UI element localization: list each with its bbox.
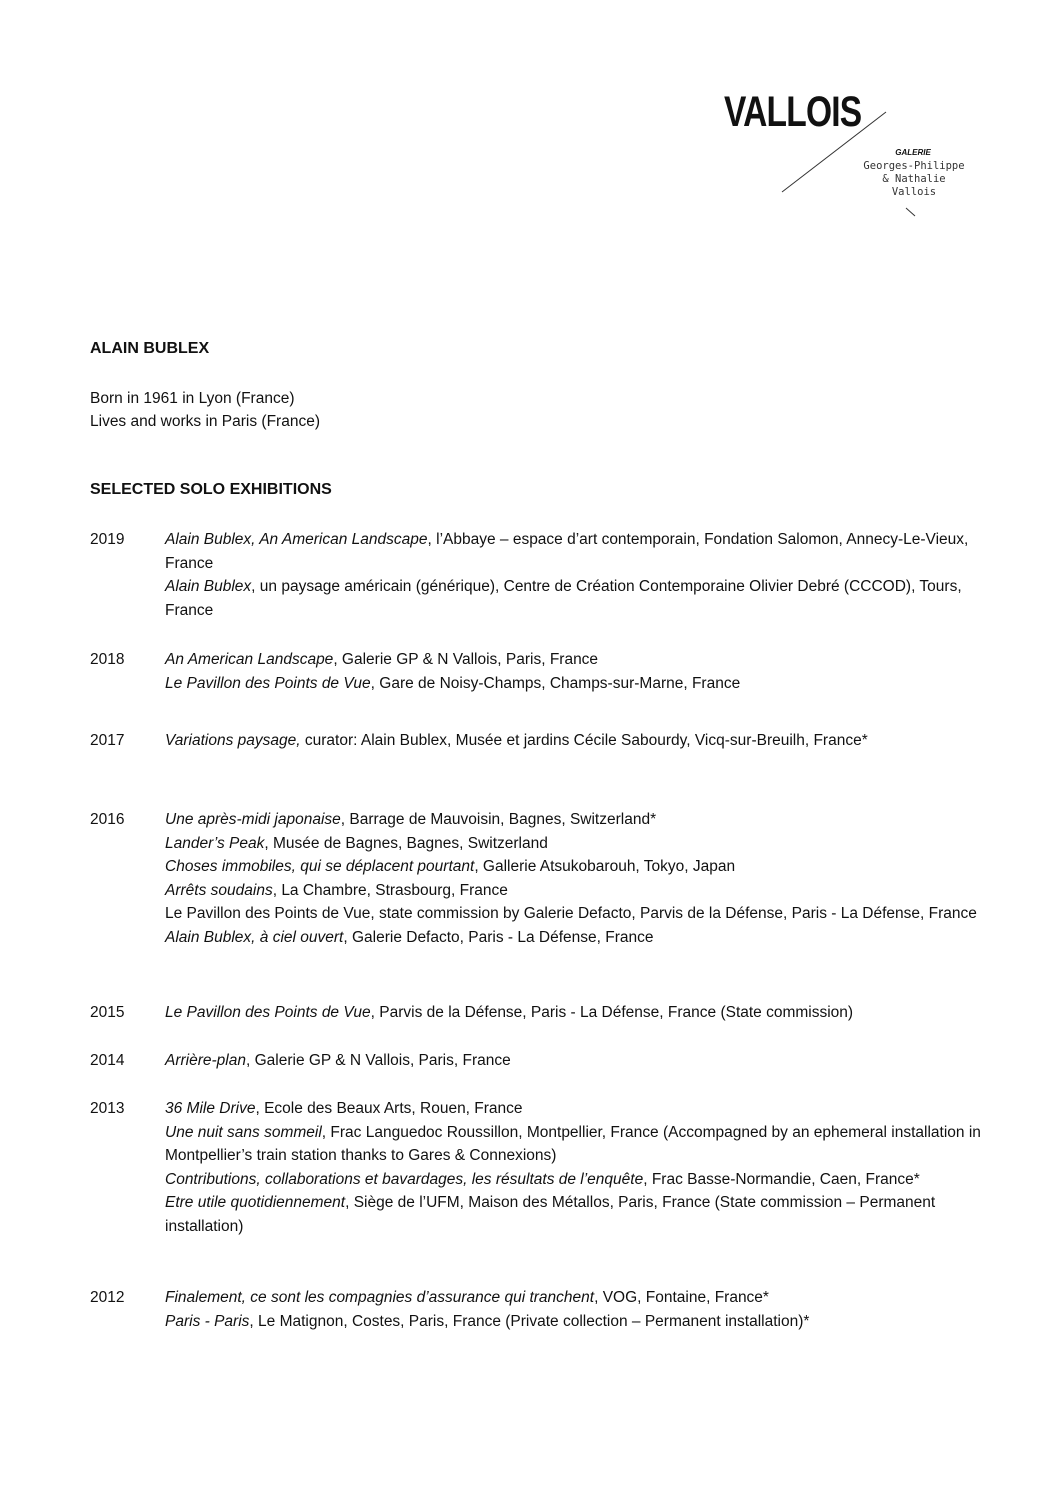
- year-label: 2018: [90, 651, 125, 668]
- exhibition-title: Alain Bublex, à ciel ouvert: [165, 928, 344, 946]
- logo-name-line-3: Vallois: [891, 186, 937, 198]
- bio-lives: Lives and works in Paris (France): [90, 413, 320, 430]
- exhibition-title: An American Landscape: [165, 651, 334, 668]
- exhibition-entry: [165, 902, 985, 926]
- year-entries: [165, 808, 985, 949]
- exhibition-entry: [165, 1310, 985, 1334]
- year-label: 2016: [90, 811, 125, 828]
- artist-bio: [90, 387, 320, 433]
- artist-name: ALAIN BUBLEX: [90, 340, 210, 357]
- exhibition-title: Une après-midi japonaise: [165, 811, 341, 828]
- exhibition-title: Contributions, collaborations et bavardages, les résultats de l’enquête: [165, 1170, 644, 1188]
- exhibition-title: Une nuit sans sommeil: [165, 1123, 322, 1141]
- exhibition-details: , l’Abbaye – espace d’art contemporain, Fondation Salomon, Annecy-Le-Vieux, France: [165, 531, 969, 572]
- exhibition-entry: [165, 855, 985, 879]
- year-label: 2013: [90, 1100, 125, 1117]
- exhibition-title: 36 Mile Drive: [165, 1100, 256, 1117]
- exhibition-entry: [165, 648, 985, 672]
- exhibition-details: , Ecole des Beaux Arts, Rouen, France: [255, 1100, 523, 1117]
- exhibition-details: , un paysage américain (générique), Centre de Création Contemporaine Olivier Debré (CCCOD), Tours, France: [165, 578, 962, 619]
- exhibition-entry: [165, 528, 985, 575]
- exhibition-title: Arrière-plan: [165, 1052, 246, 1069]
- exhibition-entry: [165, 832, 985, 856]
- exhibition-details: , Galerie GP & N Vallois, Paris, France: [333, 651, 599, 668]
- exhibition-details: , Galerie Defacto, Paris - La Défense, France: [343, 928, 654, 946]
- year-entries: [165, 1001, 985, 1025]
- logo-name-line-1: Georges-Philippe: [863, 160, 965, 172]
- exhibition-entry: [165, 1286, 985, 1310]
- exhibition-details: , La Chambre, Strasbourg, France: [272, 881, 508, 899]
- year-label: 2015: [90, 1004, 125, 1021]
- exhibition-details: , Barrage de Mauvoisin, Bagnes, Switzerland*: [340, 811, 657, 828]
- exhibition-details: , Musée de Bagnes, Bagnes, Switzerland: [264, 834, 548, 852]
- exhibition-entry: [165, 1049, 985, 1073]
- exhibition-entry: [165, 879, 985, 903]
- exhibition-entry: [165, 1121, 985, 1168]
- section-title: SELECTED SOLO EXHIBITIONS: [90, 481, 332, 498]
- year-entries: [165, 729, 985, 753]
- exhibition-title: Le Pavillon des Points de Vue: [165, 674, 371, 692]
- year-label: 2012: [90, 1289, 125, 1306]
- exhibition-details: , Frac Basse-Normandie, Caen, France*: [643, 1170, 920, 1188]
- exhibition-entry: [165, 1168, 985, 1192]
- exhibition-entry: [165, 672, 985, 696]
- exhibition-entry: [165, 1191, 985, 1238]
- year-entries: [165, 528, 985, 622]
- exhibition-entry: [165, 926, 985, 950]
- exhibition-details: , Galerie GP & N Vallois, Paris, France: [245, 1052, 511, 1069]
- year-label: 2017: [90, 732, 125, 749]
- exhibition-entry: [165, 808, 985, 832]
- exhibition-title: Choses immobiles, qui se déplacent pourtant: [165, 858, 475, 875]
- exhibition-details: , VOG, Fontaine, France*: [594, 1289, 769, 1306]
- year-entries: [165, 648, 985, 695]
- year-entries: [165, 1097, 985, 1238]
- exhibition-details: , Parvis de la Défense, Paris - La Défense, France (State commission): [370, 1004, 854, 1021]
- exhibition-title: Lander’s Peak: [165, 834, 265, 852]
- year-entries: [165, 1049, 985, 1073]
- exhibition-entry: [165, 575, 985, 622]
- exhibition-entry: [165, 729, 985, 753]
- exhibition-title: Le Pavillon des Points de Vue: [165, 1004, 371, 1021]
- year-label: 2019: [90, 531, 125, 548]
- year-label: 2014: [90, 1052, 125, 1069]
- logo-tick-mark: [905, 207, 917, 217]
- exhibition-title: Arrêts soudains: [165, 881, 273, 899]
- exhibition-title: Etre utile quotidiennement: [165, 1194, 346, 1211]
- exhibition-entry: [165, 1001, 985, 1025]
- exhibition-details: , Gare de Noisy-Champs, Champs-sur-Marne, France: [370, 674, 741, 692]
- bio-born: Born in 1961 in Lyon (France): [90, 390, 295, 407]
- logo-wordmark: VALLOIS: [724, 88, 862, 136]
- logo-name-line-2: & Nathalie: [882, 173, 946, 185]
- exhibition-title: Paris - Paris: [165, 1312, 250, 1330]
- exhibition-title: Finalement, ce sont les compagnies d’assurance qui tranchent: [165, 1289, 595, 1306]
- logo-galerie-label: GALERIE: [895, 148, 931, 157]
- exhibition-details: Le Pavillon des Points de Vue, state commission by Galerie Defacto, Parvis de la Défense, Paris - La Défense, France: [165, 905, 977, 922]
- year-entries: [165, 1286, 985, 1333]
- exhibition-entry: [165, 1097, 985, 1121]
- exhibition-title: Variations paysage,: [165, 732, 305, 749]
- exhibition-details: , Le Matignon, Costes, Paris, France (Private collection – Permanent installation)*: [249, 1312, 810, 1330]
- exhibition-details: , Siège de l’UFM, Maison des Métallos, Paris, France (State commission – Permanent installation): [165, 1194, 936, 1235]
- exhibition-details: curator: Alain Bublex, Musée et jardins Cécile Sabourdy, Vicq-sur-Breuilh, France*: [304, 732, 868, 749]
- exhibition-title: Alain Bublex: [165, 578, 252, 595]
- exhibition-details: , Frac Languedoc Roussillon, Montpellier, France (Accompagned by an ephemeral installation in Montpellier’s train station thanks to Gares & Connexions): [165, 1123, 981, 1164]
- logo-gallery-names: [852, 160, 976, 199]
- exhibition-details: , Gallerie Atsukobarouh, Tokyo, Japan: [474, 858, 736, 875]
- exhibition-title: Alain Bublex, An American Landscape: [165, 531, 428, 548]
